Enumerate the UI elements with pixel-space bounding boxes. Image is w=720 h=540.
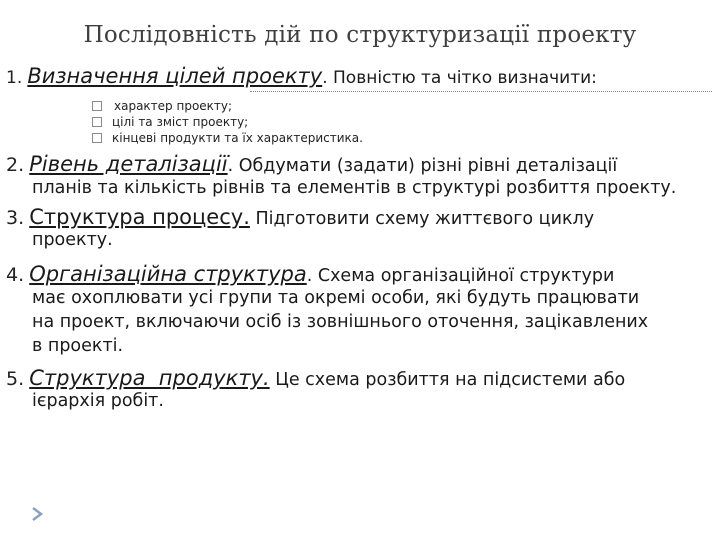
sub-item-label: характер проекту; (114, 99, 233, 113)
item-term: Структура процесу. (29, 205, 250, 229)
item-term: Організаційна структура (29, 262, 307, 286)
sub-item-label: кінцеві продукти та їх характеристика. (112, 131, 363, 145)
item-number: 1. (6, 68, 23, 88)
item-text: . Схема організаційної структури (306, 266, 615, 286)
item-text: Підготовити схему життєвого циклу (249, 209, 595, 229)
checkbox-bullet-icon (92, 117, 102, 127)
item-text: Це схема розбиття на підсистеми або (269, 370, 626, 390)
item-number: 2. (6, 154, 25, 176)
sub-item-1 (92, 99, 232, 113)
list-item-3 (0, 205, 715, 251)
item-number: 4. (6, 264, 25, 286)
sub-item-label: цілі та зміст проекту; (112, 115, 249, 129)
item-term: Рівень деталізації (29, 152, 228, 176)
slide-title: Послідовність дій по структуризації проекту (83, 22, 637, 48)
item-continuation: проекту. (32, 230, 113, 250)
item-number: 3. (6, 207, 25, 229)
sub-item-2 (92, 115, 248, 129)
item-continuation: ієрархія робіт. (32, 391, 164, 411)
list-item-5 (0, 366, 715, 412)
list-item-1 (0, 64, 715, 88)
item-text: . Обдумати (задати) різні рівні деталізації (227, 156, 618, 176)
item-continuation: на проект, включаючи осіб із зовнішнього оточення, зацікавлених (32, 312, 649, 332)
item-continuation: планів та кількість рівнів та елементів в структурі розбиття проекту. (32, 178, 677, 198)
item-text: . Повністю та чітко визначити: (322, 68, 597, 88)
item-term: Визначення цілей проекту (27, 64, 323, 88)
list-item-2 (0, 152, 715, 199)
item-number: 5. (6, 368, 25, 390)
sub-item-3 (92, 131, 363, 145)
item-continuation: в проекті. (32, 336, 124, 356)
list-item-4 (0, 262, 715, 357)
item-term: Структура продукту. (29, 366, 270, 390)
checkbox-bullet-icon (92, 133, 102, 143)
checkbox-bullet-icon (92, 101, 102, 111)
title-divider (250, 91, 712, 92)
forward-arrow-icon[interactable] (30, 506, 44, 522)
item-continuation: має охоплювати усі групи та окремі особи, які будуть працювати (32, 288, 640, 308)
